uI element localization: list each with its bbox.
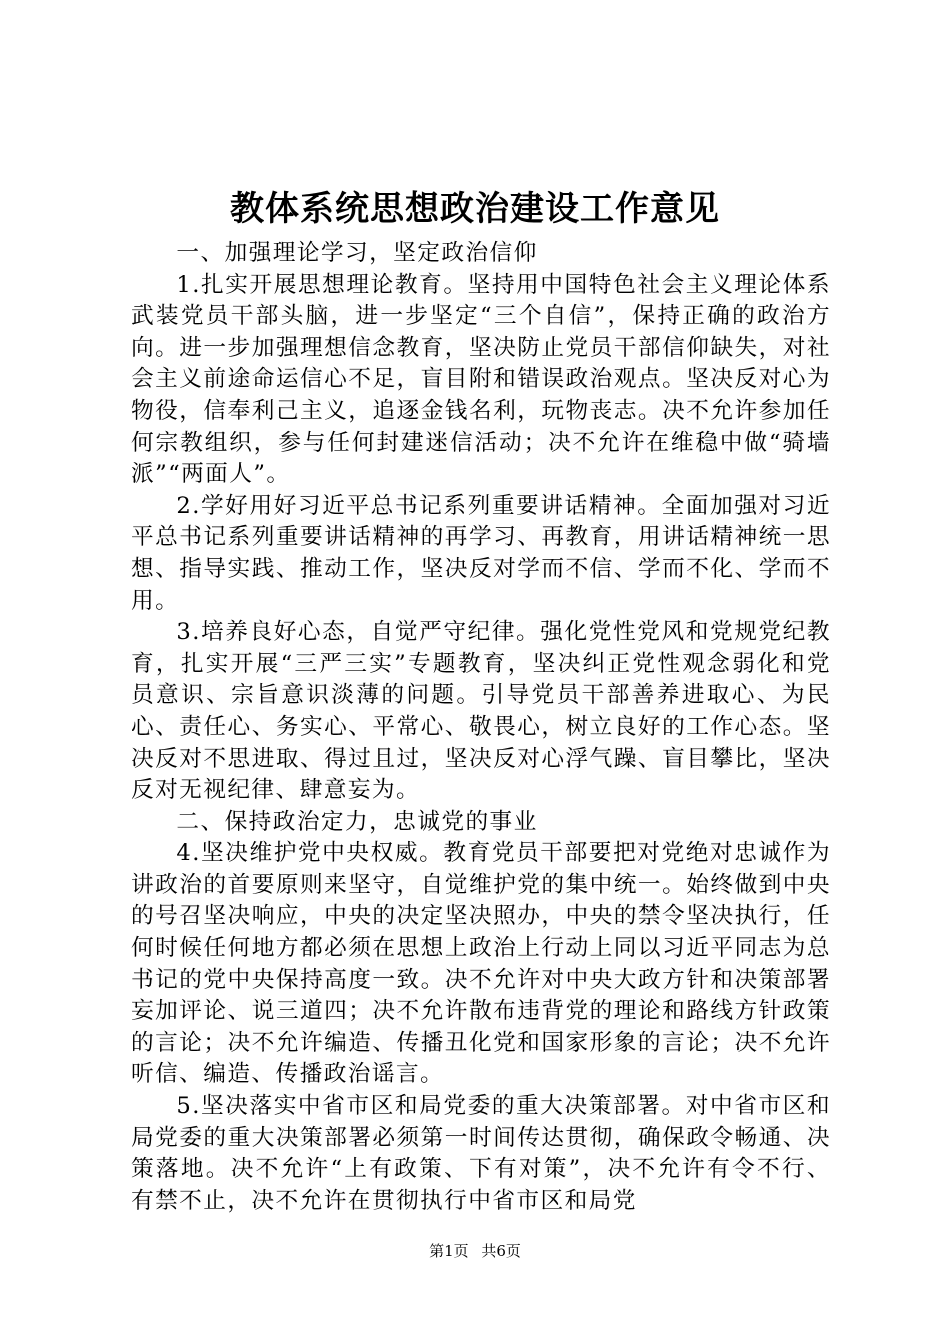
paragraph-3: 3.培养良好心态，自觉严守纪律。强化党性党风和党规党纪教育，扎实开展“三严三实”专题教育，坚决纠正党性观念弱化和党员意识、宗旨意识淡薄的问题。引导党员干部善养进取心、为民心、责任心、务实心、平常心、敬畏心，树立良好的工作心态。坚决反对不思进取、得过且过，坚决反对心浮气躁、盲目攀比，坚决反对无视纪律、肆意妄为。: [131, 619, 831, 804]
paragraph-2: 2.学好用好习近平总书记系列重要讲话精神。全面加强对习近平总书记系列重要讲话精神的再学习、再教育，用讲话精神统一思想、指导实践、推动工作，坚决反对学而不信、学而不化、学而不用。: [131, 492, 831, 614]
page-number: 第1页: [429, 1242, 469, 1260]
document-title: 教体系统思想政治建设工作意见: [230, 189, 720, 229]
page-footer: [0, 1241, 950, 1261]
page-total: 共6页: [481, 1242, 521, 1260]
section-heading-2: 二、保持政治定力，忠诚党的事业: [176, 808, 538, 835]
paragraph-4: 4.坚决维护党中央权威。教育党员干部要把对党绝对忠诚作为讲政治的首要原则来坚守，自觉维护党的集中统一。始终做到中央的号召坚决响应，中央的决定坚决照办，中央的禁令坚决执行，任何时候任何地方都必须在思想上政治上行动上同以习近平同志为总书记的党中央保持高度一致。决不允许对中央大政方针和决策部署妄加评论、说三道四；决不允许散布违背党的理论和路线方针政策的言论；决不允许编造、传播丑化党和国家形象的言论；决不允许听信、编造、传播政治谣言。: [131, 840, 831, 1088]
paragraph-5: 5.坚决落实中省市区和局党委的重大决策部署。对中省市区和局党委的重大决策部署必须第一时间传达贯彻，确保政令畅通、决策落地。决不允许“上有政策、下有对策”，决不允许有令不行、有禁不止，决不允许在贯彻执行中省市区和局党: [131, 1093, 831, 1214]
paragraph-1: 1.扎实开展思想理论教育。坚持用中国特色社会主义理论体系武装党员干部头脑，进一步坚定“三个自信”，保持正确的政治方向。进一步加强理想信念教育，坚决防止党员干部信仰缺失，对社会主义前途命运信心不足，盲目附和错误政治观点。坚决反对心为物役，信奉利己主义，追逐金钱名利，玩物丧志。决不允许参加任何宗教组织，参与任何封建迷信活动；决不允许在维稳中做“骑墙派”“两面人”。: [131, 271, 831, 488]
document-body: [131, 238, 831, 1217]
section-heading-1: 一、加强理论学习，坚定政治信仰: [176, 240, 538, 266]
